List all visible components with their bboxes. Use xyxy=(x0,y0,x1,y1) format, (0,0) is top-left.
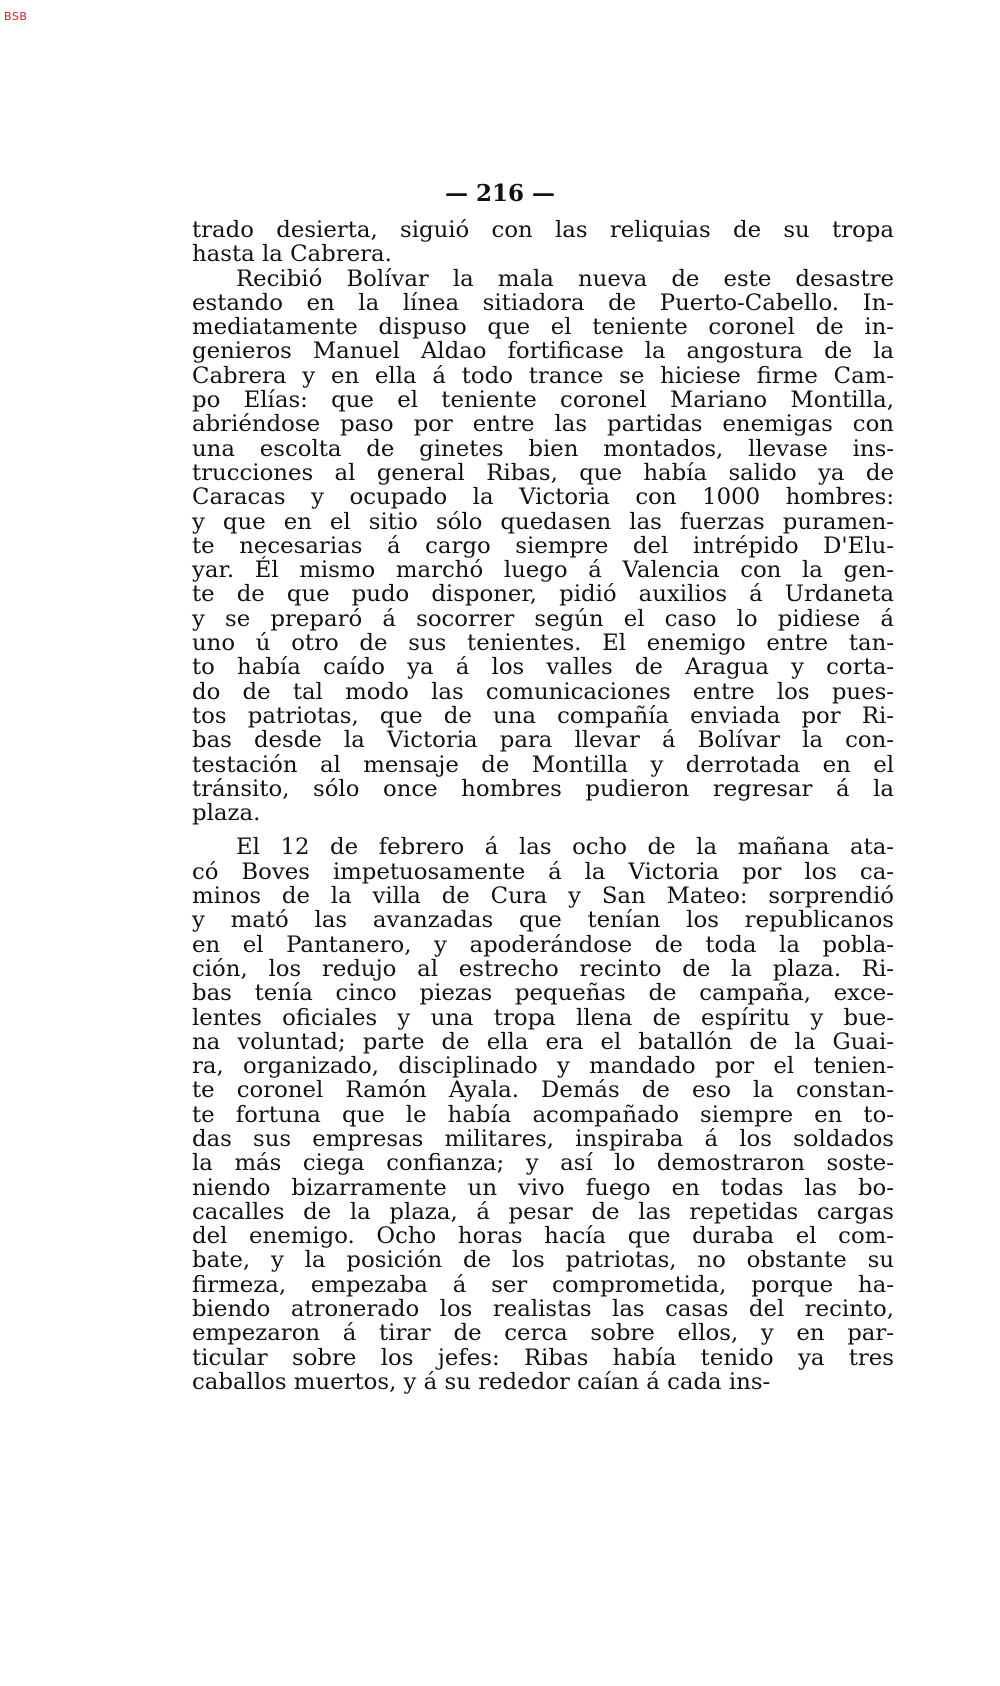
text-line: tránsito, sólo once hombres pudieron regresar á la xyxy=(192,775,894,802)
text-line: testación al mensaje de Montilla y derrotada en el xyxy=(192,751,894,778)
text-line: niendo bizarramente un vivo fuego en todas las bo- xyxy=(192,1174,894,1201)
text-line: firmeza, empezaba á ser comprometida, porque ha- xyxy=(192,1271,894,1298)
library-stamp: BSB xyxy=(4,10,28,23)
text-line: genieros Manuel Aldao fortificase la angostura de la xyxy=(192,338,894,365)
text-line: en el Pantanero, y apoderándose de toda la pobla- xyxy=(192,931,894,958)
text-line: yar. Él mismo marchó luego á Valencia con la gen- xyxy=(192,557,894,584)
text-line: Cabrera y en ella á todo trance se hiciese firme Cam- xyxy=(192,362,894,389)
text-line: abriéndose paso por entre las partidas enemigas con xyxy=(192,411,894,438)
text-line: po Elías: que el teniente coronel Mariano Montilla, xyxy=(192,387,894,414)
paragraph-bolivar xyxy=(192,267,894,826)
text-line: ción, los redujo al estrecho recinto de la plaza. Ri- xyxy=(192,955,894,982)
text-line: lentes oficiales y una tropa llena de espíritu y bue- xyxy=(192,1004,894,1031)
text-line: estando en la línea sitiadora de Puerto-Cabello. In- xyxy=(192,289,894,316)
text-line: y que en el sitio sólo quedasen las fuerzas puramen- xyxy=(192,508,894,535)
text-line: y se preparó á socorrer según el caso lo pidiese á xyxy=(192,605,894,632)
text-line: cacalles de la plaza, á pesar de las repetidas cargas xyxy=(192,1198,894,1225)
text-line: to había caído ya á los valles de Aragua y corta- xyxy=(192,654,894,681)
text-line: minos de la villa de Cura y San Mateo: sorprendió xyxy=(192,883,894,910)
text-line: te de que pudo disponer, pidió auxilios á Urdaneta xyxy=(192,581,894,608)
text-line: mediatamente dispuso que el teniente coronel de in- xyxy=(192,314,894,341)
text-line: hasta la Cabrera. xyxy=(192,241,392,268)
text-line: bas desde la Victoria para llevar á Bolívar la con- xyxy=(192,727,894,754)
text-line: te fortuna que le había acompañado siempre en to- xyxy=(192,1101,894,1128)
text-line: das sus empresas militares, inspiraba á los soldados xyxy=(192,1125,894,1152)
text-line: trucciones al general Ribas, que había salido ya de xyxy=(192,459,894,486)
body-text xyxy=(192,218,894,1394)
text-line: y mató las avanzadas que tenían los republicanos xyxy=(192,907,894,934)
text-line: Caracas y ocupado la Victoria con 1000 hombres: xyxy=(192,484,894,511)
text-line: na voluntad; parte de ella era el batallón de la Guai- xyxy=(192,1028,894,1055)
text-line: tos patriotas, que de una compañía enviada por Ri- xyxy=(192,702,894,729)
text-line: ticular sobre los jefes: Ribas había tenido ya tres xyxy=(192,1344,894,1371)
text-line: plaza. xyxy=(192,800,261,827)
page-number: — 216 — xyxy=(444,180,556,207)
text-line: del enemigo. Ocho horas hacía que duraba el com- xyxy=(192,1223,894,1250)
text-line: uno ú otro de sus tenientes. El enemigo entre tan- xyxy=(192,630,894,657)
text-line: trado desierta, siguió con las reliquias de su tropa xyxy=(192,217,894,243)
text-line: ra, organizado, disciplinado y mandado por el tenien- xyxy=(192,1053,894,1080)
text-line: biendo atronerado los realistas las casas del recinto, xyxy=(192,1296,894,1323)
text-line: empezaron á tirar de cerca sobre ellos, y en par- xyxy=(192,1320,894,1347)
text-line: bas tenía cinco piezas pequeñas de campaña, exce- xyxy=(192,980,894,1007)
text-line: có Boves impetuosamente á la Victoria por los ca- xyxy=(192,858,894,885)
text-line: una escolta de ginetes bien montados, llevase ins- xyxy=(192,435,894,462)
text-line: Recibió Bolívar la mala nueva de este desastre xyxy=(236,265,894,292)
text-line: do de tal modo las comunicaciones entre los pues- xyxy=(192,678,894,705)
text-line: la más ciega confianza; y así lo demostraron soste- xyxy=(192,1150,894,1177)
text-line: caballos muertos, y á su rededor caían á cada ins- xyxy=(192,1368,771,1395)
text-line: El 12 de febrero á las ocho de la mañana ata- xyxy=(236,834,894,861)
text-line: bate, y la posición de los patriotas, no obstante su xyxy=(192,1247,894,1274)
text-line: te necesarias á cargo siempre del intrépido D'Elu- xyxy=(192,532,894,559)
text-line: te coronel Ramón Ayala. Demás de eso la constan- xyxy=(192,1077,894,1104)
paragraph-continuation xyxy=(192,218,894,267)
paragraph-febrero xyxy=(192,835,894,1394)
